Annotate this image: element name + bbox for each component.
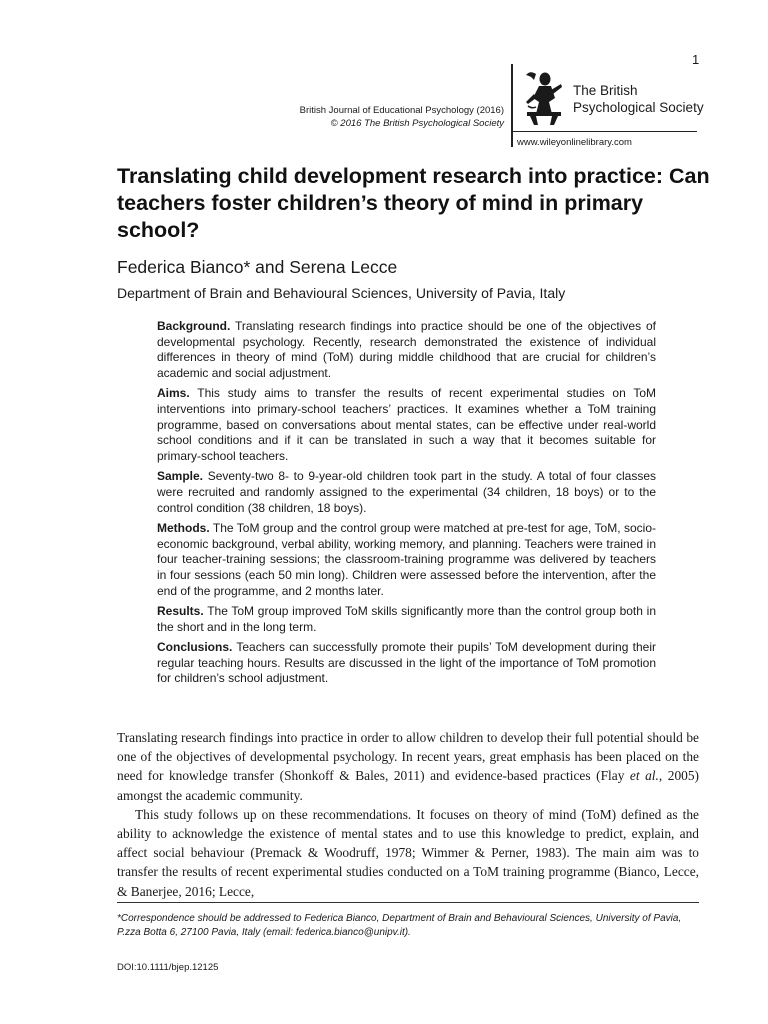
abstract-heading: Sample. bbox=[157, 469, 204, 484]
abstract-section-aims bbox=[157, 386, 656, 464]
doi: DOI:10.1111/bjep.12125 bbox=[117, 962, 219, 973]
correspondence-footnote: *Correspondence should be addressed to Federica Bianco, Department of Brain and Behavioural Sciences, University of Pavia, P.zza Botta 6, 27100 Pavia, Italy (email: federica.bianco@unipv.it). bbox=[117, 913, 682, 938]
abstract-section-sample bbox=[157, 469, 656, 516]
abstract-section-background bbox=[157, 319, 656, 381]
journal-name: British Journal of Educational Psychology (2016) bbox=[299, 105, 504, 116]
society-name bbox=[573, 82, 704, 116]
society-name-line1: The British bbox=[573, 83, 638, 98]
abstract-text: The ToM group improved ToM skills significantly more than the control group both in the short and in the long term. bbox=[157, 604, 657, 634]
abstract-text: Teachers can successfully promote their pupils’ ToM development during their regular teaching hours. Results are discussed in the light of the importance of ToM promotion for children’s school adjustment. bbox=[157, 640, 656, 686]
et-al: et al. bbox=[629, 768, 659, 784]
abstract-section-conclusions bbox=[157, 640, 656, 687]
society-name-line2: Psychological Society bbox=[573, 100, 704, 115]
journal-copyright: © 2016 The British Psychological Society bbox=[330, 118, 504, 129]
abstract-heading: Aims. bbox=[157, 386, 190, 401]
abstract bbox=[157, 319, 656, 692]
muse-figure-logo-icon bbox=[522, 68, 566, 126]
header-horizontal-rule bbox=[511, 131, 697, 132]
abstract-section-methods bbox=[157, 521, 656, 599]
body-text-part: Translating research findings into practice in order to allow children to develop their full potential should be one of the objectives of developmental psychology. In recent years, great emphasis has been placed on the need for knowledge transfer (Shonkoff & Bales, 2011) and evidence-based practices (Flay bbox=[117, 730, 699, 784]
abstract-heading: Methods. bbox=[157, 521, 210, 536]
abstract-text: This study aims to transfer the results of recent experimental studies on ToM interventions into primary-school teachers’ practices. It examines whether a ToM training programme, based on conversations about mental states, can be effective under real-world school conditions and if it can be translated in such a way that it becomes suitable for primary-school teachers. bbox=[157, 386, 656, 463]
body-text-part: , 2005) amongst the academic community. bbox=[117, 768, 700, 803]
abstract-heading: Background. bbox=[157, 319, 231, 333]
footnote-rule bbox=[117, 902, 699, 903]
body-paragraph: This study follows up on these recommendations. It focuses on theory of mind (ToM) defined as the ability to acknowledge the existence of mental states and to use this knowledge to predict, explain, and affect social behaviour (Premack & Woodruff, 1978; Wimmer & Perner, 1983). The main aim was to transfer the results of recent experimental studies conducted on a ToM training programme (Bianco, Lecce, & Banerjee, 2016; Lecce, bbox=[117, 806, 699, 899]
journal-citation bbox=[300, 104, 504, 130]
website-link[interactable]: www.wileyonlinelibrary.com bbox=[517, 137, 632, 148]
abstract-heading: Conclusions. bbox=[157, 640, 233, 655]
author-affiliation: Department of Brain and Behavioural Sciences, University of Pavia, Italy bbox=[117, 285, 566, 301]
abstract-heading: Results. bbox=[157, 604, 204, 619]
header-vertical-rule bbox=[511, 64, 513, 147]
article-title: Translating child development research into practice: Can teachers foster children’s theory of mind in primary school? bbox=[117, 164, 710, 242]
abstract-text: Translating research findings into practice should be one of the objectives of developmental psychology. Recently, research demonstrated the existence of individual differences in theory of mind (ToM) during middle childhood that are crucial for children’s academic and social adjustment. bbox=[157, 319, 656, 380]
article-authors: Federica Bianco* and Serena Lecce bbox=[117, 257, 398, 277]
abstract-section-results bbox=[157, 604, 656, 635]
abstract-text: Seventy-two 8- to 9-year-old children took part in the study. A total of four classes were recruited and randomly assigned to the experimental (34 children, 18 boys) or to the control condition (38 children, 18 boys). bbox=[157, 469, 657, 515]
page-number: 1 bbox=[692, 52, 700, 67]
article-body bbox=[117, 728, 699, 901]
abstract-text: The ToM group and the control group were matched at pre-test for age, ToM, socio-economic background, verbal ability, working memory, and planning. Teachers were trained in four teacher-training sessions; the classroom-training programme was delivered by teachers in four sessions (each 50 min long). Children were assessed before the intervention, after the end of the programme, and 2 months later. bbox=[157, 521, 656, 598]
body-paragraph bbox=[117, 728, 699, 805]
